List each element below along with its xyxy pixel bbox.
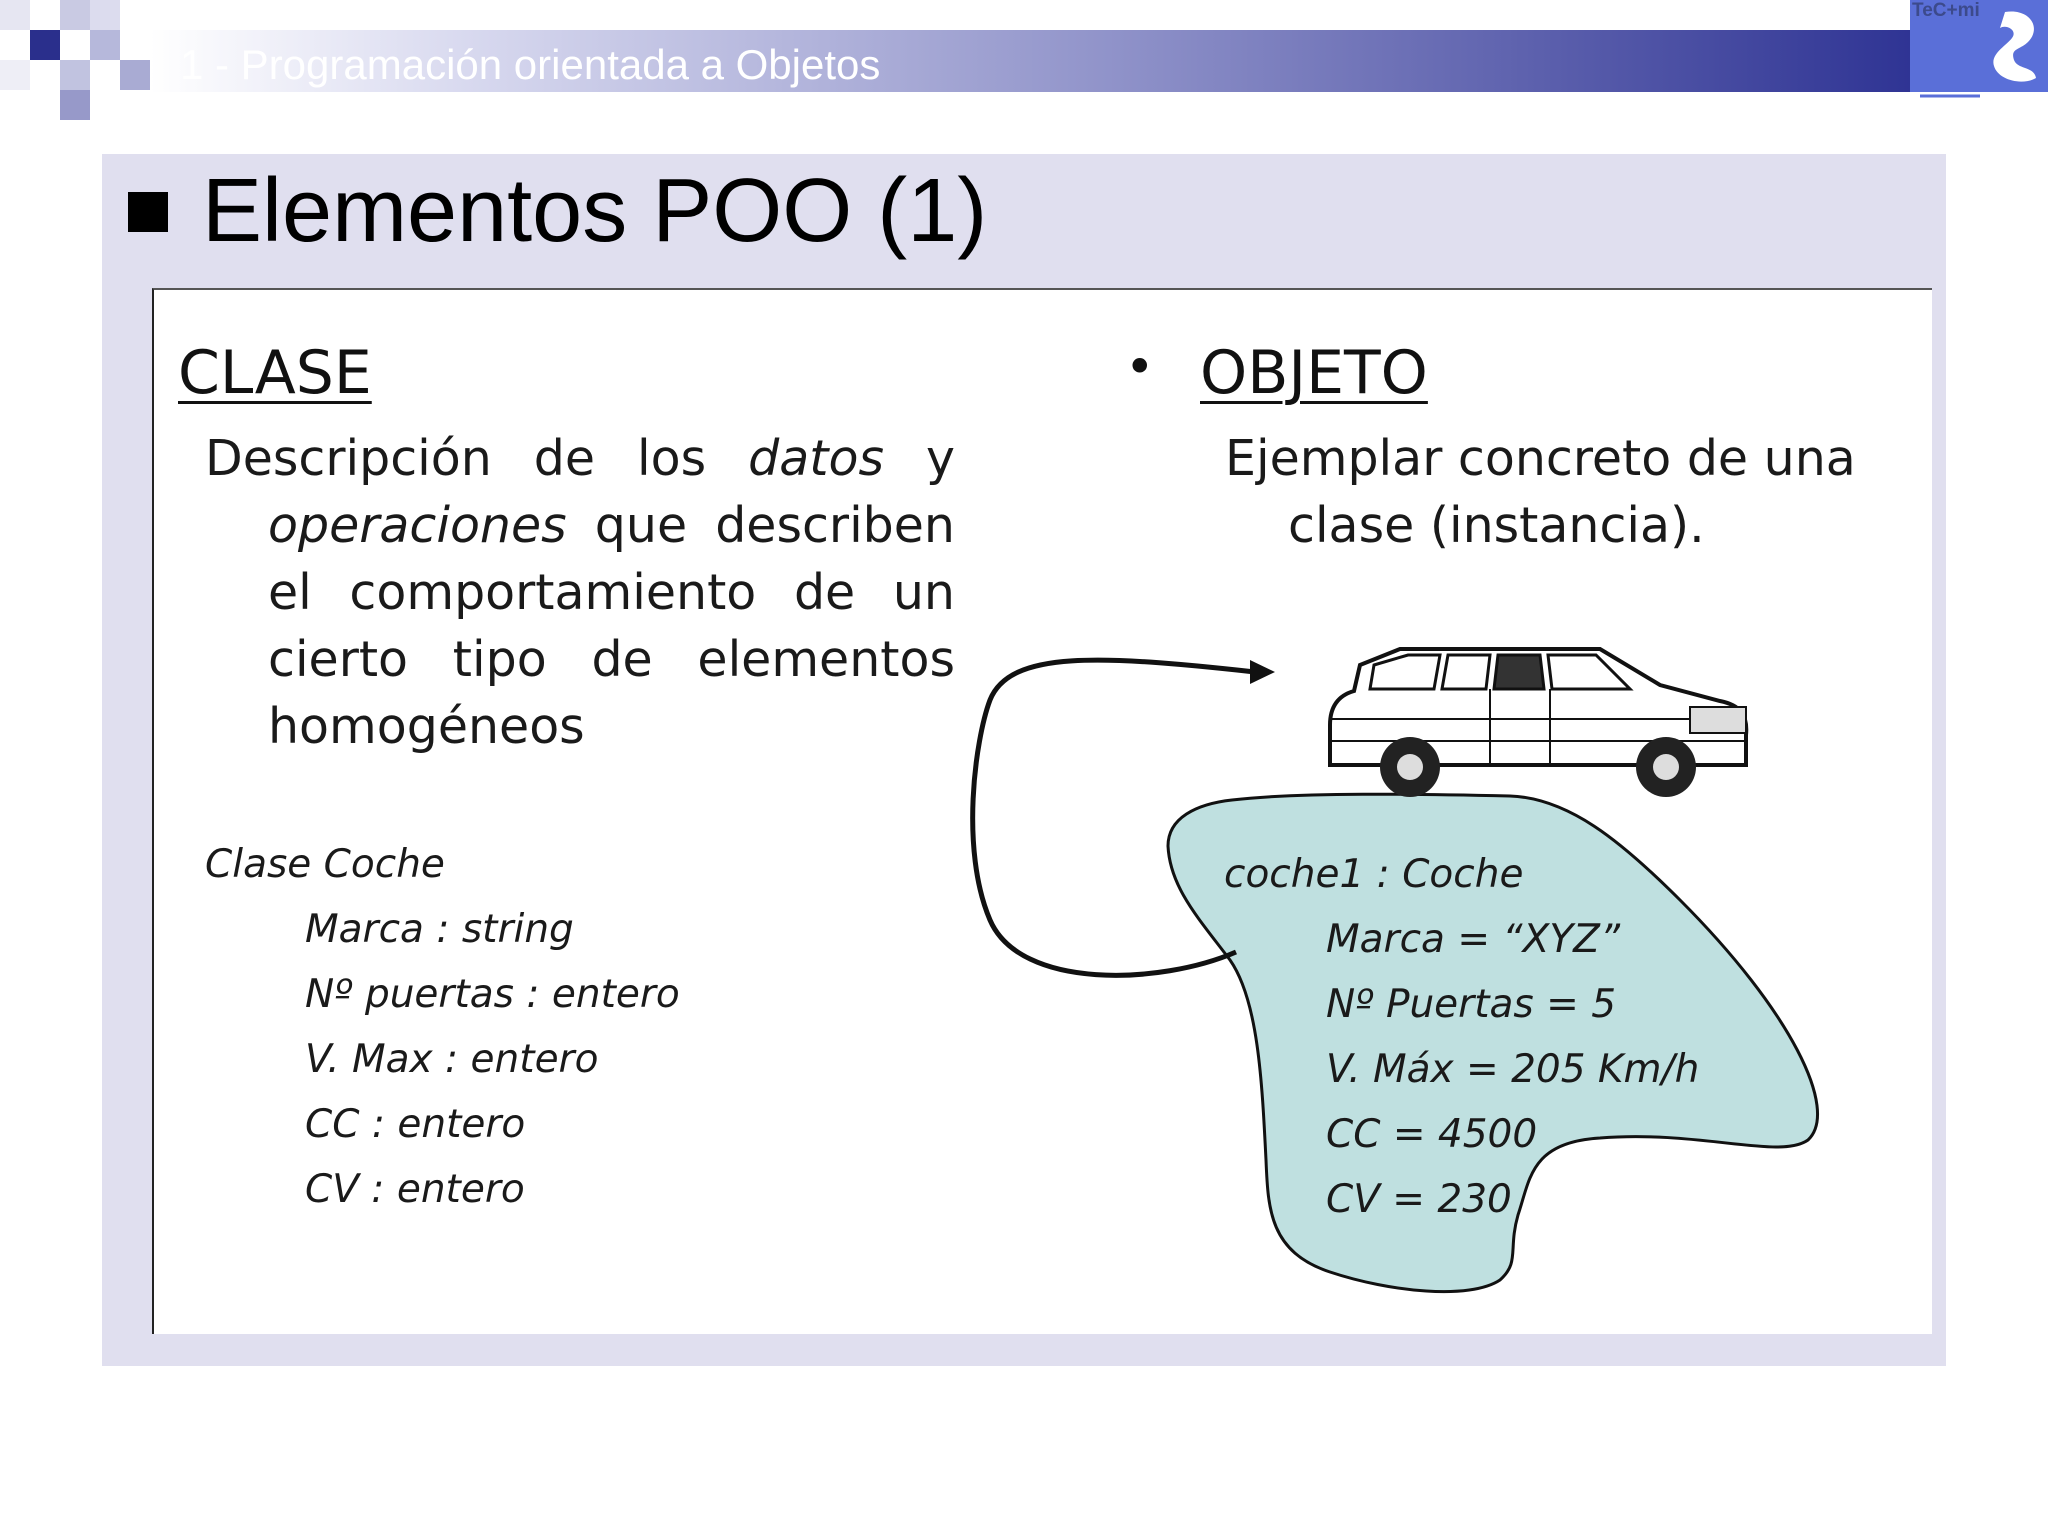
word: que — [594, 497, 688, 554]
class-attribute: CC : entero — [305, 1102, 526, 1147]
instance-attribute: V. Máx = 205 Km/h — [1326, 1047, 1700, 1092]
instance-attribute: Nº Puertas = 5 — [1326, 982, 1617, 1027]
word: y — [925, 430, 955, 487]
word: el — [268, 564, 312, 621]
objeto-bullet-icon: • — [1125, 338, 1155, 396]
description-line-1 — [205, 425, 955, 492]
word: los — [637, 430, 707, 487]
clase-description — [205, 425, 955, 760]
word-italic: datos — [748, 430, 884, 487]
word: Descripción — [205, 430, 492, 487]
instance-example — [1224, 842, 1699, 1232]
arrowhead-icon — [1250, 660, 1275, 684]
slide-title-text: Elementos POO (1) — [202, 161, 988, 261]
word: comportamiento — [349, 564, 757, 621]
word: elementos — [697, 631, 955, 688]
logo-text: TeC+mi — [1912, 0, 1980, 21]
description-line-2 — [205, 492, 955, 559]
instance-attribute: CV = 230 — [1326, 1177, 1512, 1222]
instance-attribute: CC = 4500 — [1326, 1112, 1538, 1157]
header-title: 1 - Programación orientada a Objetos — [180, 41, 881, 88]
word: de — [533, 430, 596, 487]
class-example-title: Clase Coche — [205, 842, 445, 887]
word: de — [793, 564, 856, 621]
class-example — [205, 832, 680, 1222]
objeto-description — [1225, 425, 1856, 559]
objeto-description-line-2: clase (instancia). — [1288, 497, 1705, 554]
word: describen — [715, 497, 955, 554]
word: cierto — [268, 631, 409, 688]
class-attribute: Nº puertas : entero — [305, 972, 680, 1017]
objeto-description-line-1: Ejemplar concreto de una — [1225, 430, 1856, 487]
word-italic: operaciones — [268, 497, 567, 554]
description-line-4 — [205, 626, 955, 693]
word: tipo — [452, 631, 547, 688]
instance-attribute: Marca = “XYZ” — [1326, 917, 1621, 962]
objeto-heading: OBJETO — [1200, 338, 1428, 408]
class-attribute: Marca : string — [305, 907, 574, 952]
word: de — [591, 631, 653, 688]
class-attribute: V. Max : entero — [305, 1037, 599, 1082]
car-icon — [1330, 649, 1746, 797]
description-line-5: homogéneos — [268, 698, 585, 755]
class-attribute: CV : entero — [305, 1167, 525, 1212]
instance-title: coche1 : Coche — [1224, 852, 1524, 897]
clase-heading: CLASE — [178, 338, 372, 408]
description-line-3 — [205, 559, 955, 626]
word: un — [892, 564, 955, 621]
